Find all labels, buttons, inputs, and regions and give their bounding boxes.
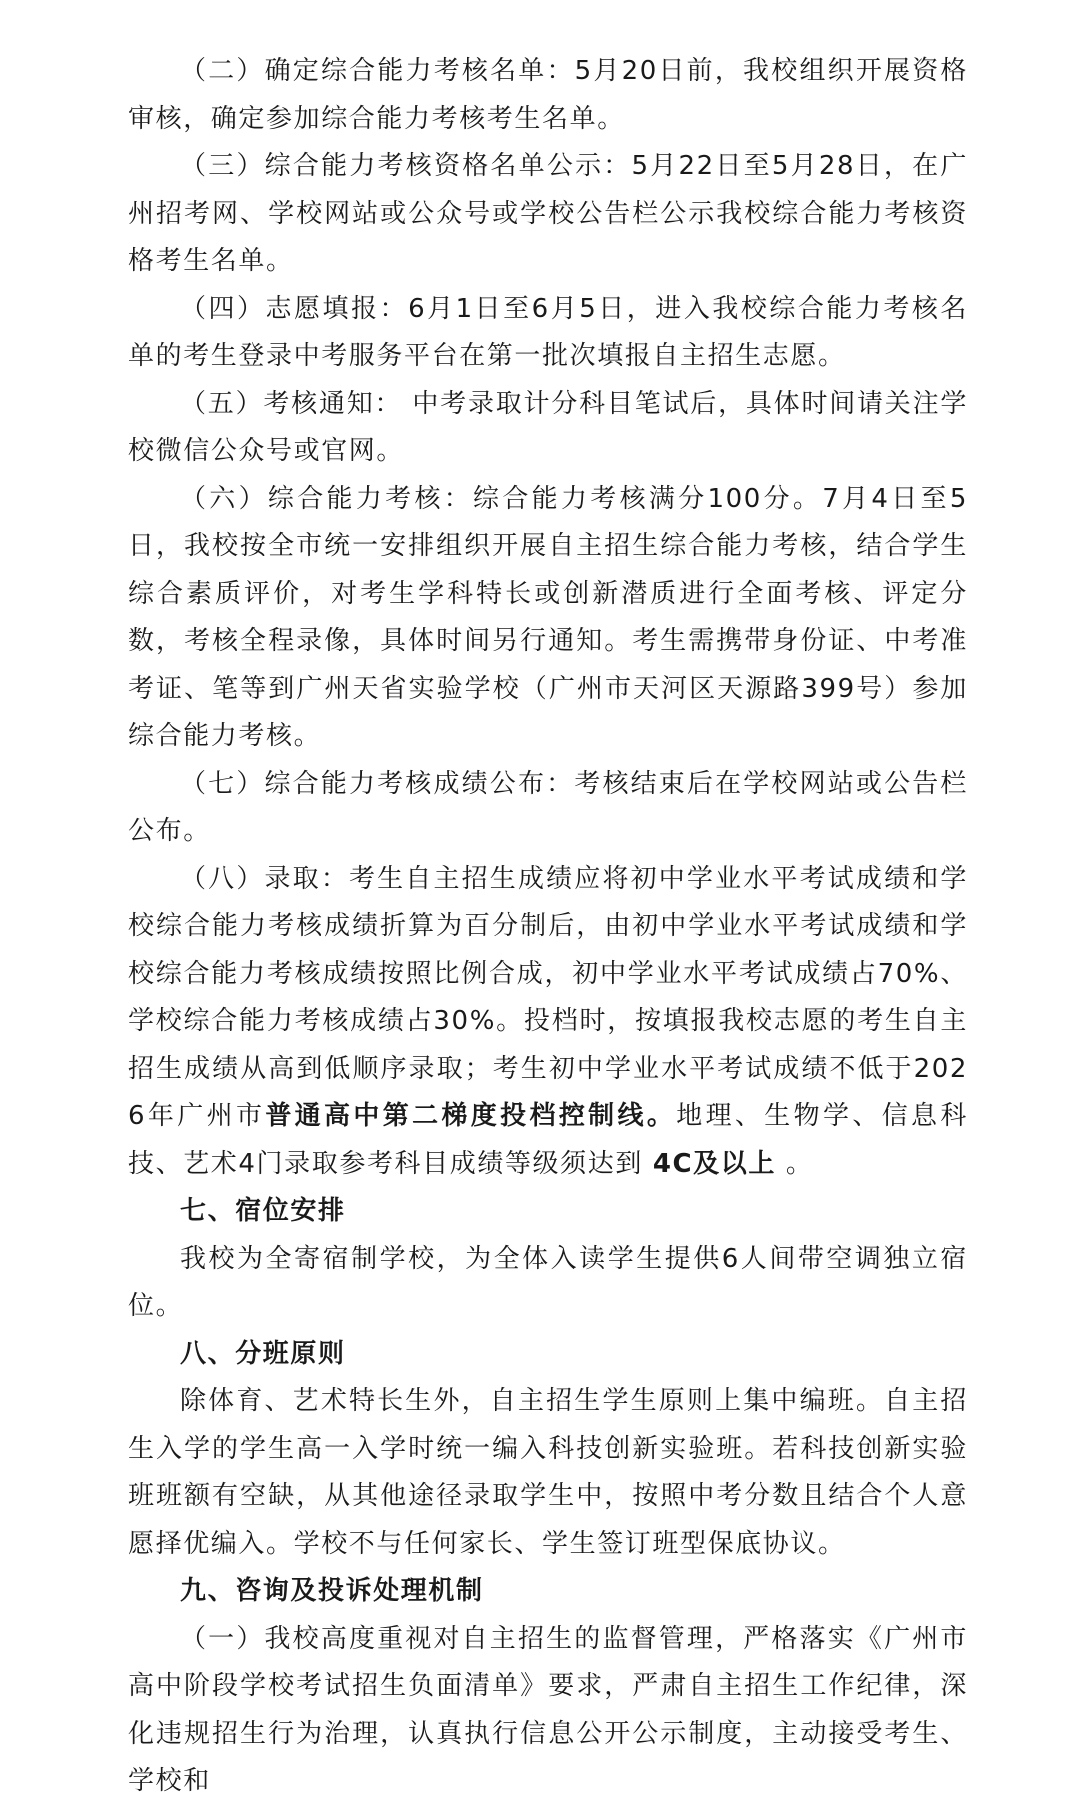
section-8-heading: 八、分班原则 (180, 1338, 346, 1369)
paragraph-5: （五）考核通知： 中考录取计分科目笔试后，具体时间请关注学校微信公众号或官网。 (128, 388, 968, 466)
section-8-body: 除体育、艺术特长生外，自主招生学生原则上集中编班。自主招生入学的学生高一入学时统一编入科技创新实验班。若科技创新实验班班额有空缺，从其他途径录取学生中，按照中考分数且结合个人意愿择优编入。学校不与任何家长、学生签订班型保底协议。 (128, 1386, 968, 1559)
section-7-body: 我校为全寄宿制学校，为全体入读学生提供6人间带空调独立宿位。 (128, 1243, 968, 1321)
paragraph-8 (128, 856, 968, 1189)
paragraph-8-bold-1: 普通高中第二梯度投档控制线。 (265, 1101, 677, 1131)
document-body (128, 48, 968, 1806)
section-7-heading: 七、宿位安排 (180, 1196, 346, 1226)
paragraph-6: （六）综合能力考核：综合能力考核满分100分。7月4日至5日，我校按全市统一安排组织开展自主招生综合能力考核，结合学生综合素质评价，对考生学科特长或创新潜质进行全面考核、评定分数，考核全程录像，具体时间另行通知。考生需携带身份证、中考准考证、笔等到广州天省实验学校（广州市天河区天源路399号）参加综合能力考核。 (128, 483, 968, 751)
section-9-paragraph-1: （一）我校高度重视对自主招生的监督管理，严格落实《广州市高中阶段学校考试招生负面清单》要求，严肃自主招生工作纪律，深化违规招生行为治理，认真执行信息公开公示制度，主动接受考生、学校和 (128, 1623, 968, 1796)
paragraph-8-bold-2: 4C及以上 (652, 1148, 776, 1179)
paragraph-8-text-1: （八）录取：考生自主招生成绩应将初中学业水平考试成绩和学校综合能力考核成绩折算为百分制后，由初中学业水平考试成绩和学校综合能力考核成绩按照比例合成，初中学业水平考试成绩占70%、学校综合能力考核成绩占30%。投档时，按填报我校志愿的考生自主招生成绩从高到低顺序录取；考生初中学业水平考试成绩不低于2026年广州市 (128, 863, 968, 1131)
paragraph-3: （三）综合能力考核资格名单公示：5月22日至5月28日，在广州招考网、学校网站或公众号或学校公告栏公示我校综合能力考核资格考生名单。 (128, 151, 968, 276)
paragraph-8-text-2: 地理、生物学、信息科技、艺术4门录取参考科目成绩等级须达到 (128, 1101, 968, 1179)
paragraph-4: （四）志愿填报：6月1日至6月5日，进入我校综合能力考核名单的考生登录中考服务平台在第一批次填报自主招生志愿。 (128, 293, 968, 371)
paragraph-8-text-3: 。 (776, 1148, 814, 1179)
section-9-heading: 九、咨询及投诉处理机制 (180, 1576, 484, 1606)
paragraph-2: （二）确定综合能力考核名单：5月20日前，我校组织开展资格审核，确定参加综合能力考核考生名单。 (128, 56, 968, 134)
paragraph-7: （七）综合能力考核成绩公布：考核结束后在学校网站或公告栏公布。 (128, 768, 968, 846)
